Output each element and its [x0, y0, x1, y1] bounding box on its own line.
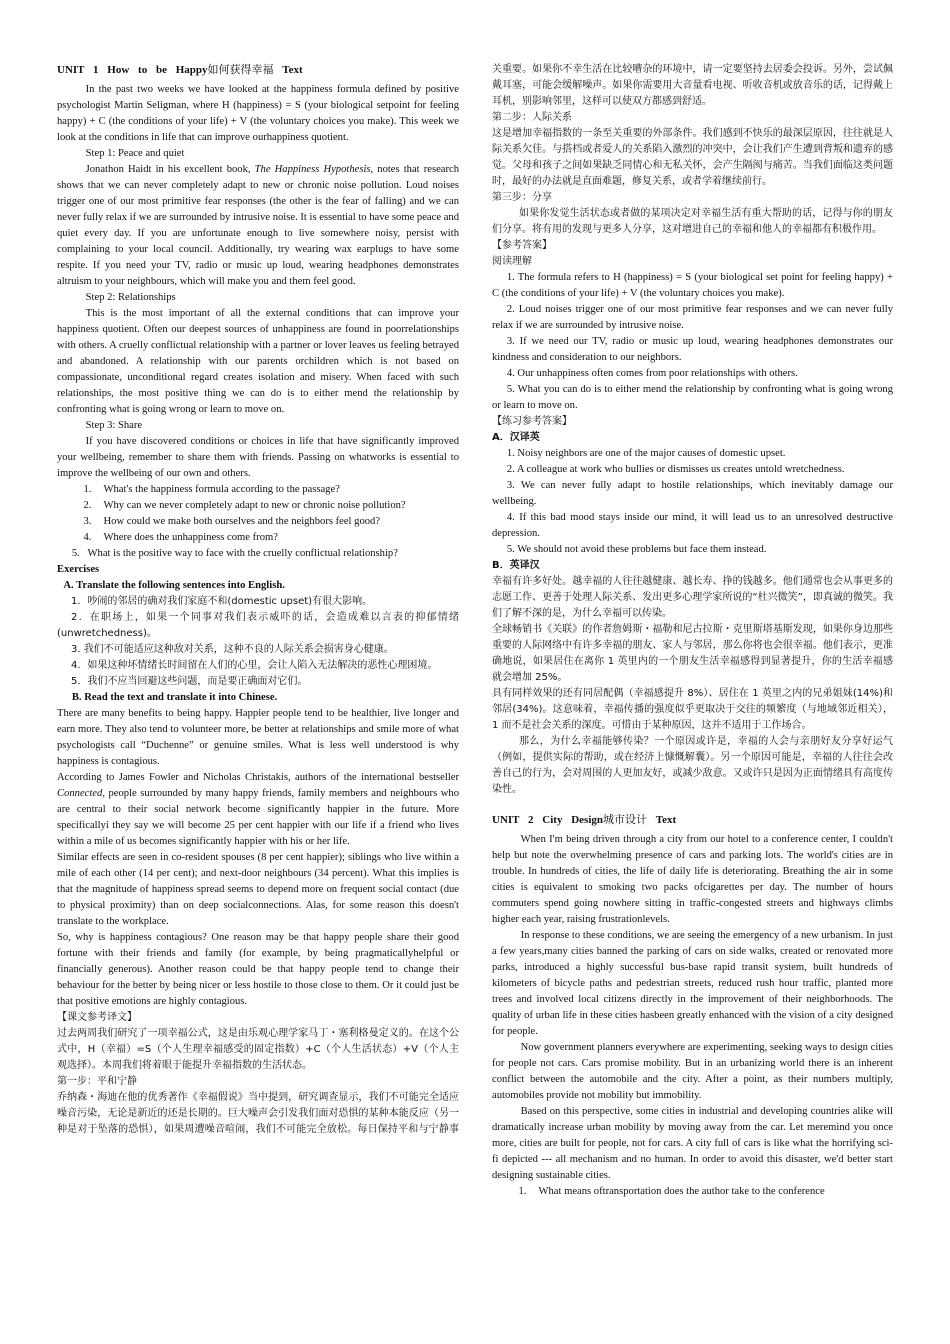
reference-step3-body: 如果你发觉生活状态或者做的某项决定对幸福生活有重大帮助的话，记得与你的朋友们分享。将有用的发现与更多人分享，这对增进自己的幸福和他人的幸福都有积极作用。: [492, 208, 893, 235]
practice-a-item: 4. If this bad mood stays inside our mind, it will lead us to an unresolved destructive depression.: [492, 512, 893, 539]
step1-post: , notes that research shows that we can never completely adapt to new or chronic noise pollution. Loud noises trigger one of our most primitive fear responses (the other is the fear of falling) and we can never fully relax if we are surrounded by intrusive noise. It is essential to have some peace and quiet every day. If you are unfortunate enough to live somewhere noisy, persist with complaining to your local council. Additionally, try wearing wax earplugs to have some respite. If you need your TV, radio or music up loud, wearing headphones demonstrates altruism to your neighbours, which will make you and them feel good.: [57, 164, 459, 287]
exercise-b-p3: Similar effects are seen in co-resident spouses (8 per cent happier); siblings who live within a mile of each other (14 per cent); and next-door neighbours (34 percent). What this implies is that the magnitude of happiness spread seems to depend more on frequent social contact (due to physical proximity) than on deep socialconnections. Alas, for some reason this doesn't translate to the workplace.: [57, 852, 459, 927]
reference-p1: 过去两周我们研究了一项幸福公式，这是由乐观心理学家马丁・塞利格曼定义的。在这个公式中，H（幸福）=S（个人生理幸福感受的固定指数）+C（个人生活状态）+V（个人主观选择）。本周我们将着眼于能提升幸福指数的生活状态。: [57, 1028, 459, 1071]
exercise-a-item: 5．我们不应当回避这些问题，而是要正确面对它们。: [71, 676, 308, 687]
exercise-b-p4: So, why is happiness contagious? One reason may be that happy people share their good fortune with their friends and family (for example, by being pragmaticallyhelpful or financially generous). Another reason could be that happy people tend to change their behaviour for the better by being nicer or less hostile to those close to them. Or it could just be that positive emotions are highly contagious.: [57, 932, 459, 1007]
question-item: [57, 482, 459, 498]
question-item-5: [57, 546, 459, 562]
question-number: 2.: [83, 500, 92, 511]
question-text: What means oftransportation does the author take to the conference: [538, 1186, 825, 1197]
practice-b-p2: 全球畅销书《关联》的作者詹姆斯・福勒和尼古拉斯・克里斯塔基斯发现，如果你身边那些重要的人际网络中有许多幸福的朋友、家人与邻居，那么你将也会很幸福。他们表示，更准确地说，如果居住在离你 1 英里内的一个朋友生活幸福感得到显著提升，你的生活幸福感就会增加 25%。: [492, 624, 893, 683]
practice-a-item: 2. A colleague at work who bullies or dismisses us creates untold wretchedness.: [506, 464, 845, 475]
exercise-b-title: B. Read the text and translate it into Chinese.: [71, 692, 278, 703]
unit1-heading-zh: 如何获得幸福: [207, 64, 274, 76]
practice-b-p1: 幸福有许多好处。越幸福的人往往越健康、越长寿、挣的钱越多。他们通常也会从事更多的志愿工作、更善于处理人际关系、发出更多心理学家所说的“杜兴微笑”，即真诚的微笑。我们了解不深的是，为什么幸福可以传染。: [492, 576, 893, 619]
exercise-a-title: A. Translate the following sentences into English.: [63, 580, 285, 591]
reference-step1-tail: 关重要。如果你不幸生活在比较嘈杂的环境中，请一定要坚持去居委会投诉。另外，尝试佩戴耳塞，可能会缓解噪声。如果你需要用大音量看电视、听收音机或放音乐的话，记得戴上耳机，别影响邻里，这样可以使双方都感到舒适。: [492, 64, 893, 107]
practice-b-p3: 具有同样效果的还有同居配偶（幸福感提升 8%）、居住在 1 英里之内的兄弟姐妹(14%)和邻居(34%)。这意味着，幸福传播的强度似乎更取决于交往的频繁度（与地域邻近相关），1 而不是社会关系的深度。可惜由于某种原因，这并不适用于工作场合。: [492, 688, 893, 731]
practice-b-p4: 那么，为什么幸福能够传染？一个原因或许是，幸福的人会与亲朋好友分享好运气（例如，提供实际的帮助，或在经济上慷慨解囊）。另一个原因可能是，幸福的人往往会改善自己的行为，会对周围的人更加友好，或减少敌意。又或许只是因为正面情绪具有高度传染性。: [492, 736, 893, 795]
exercise-a-item: 4．如果这种坏情绪长时间留在人们的心里，会让人陷入无法解决的恶性心理困境。: [71, 660, 438, 671]
unit2-heading-en: UNIT 2 City Design: [492, 814, 604, 826]
step3-title: Step 3: Share: [85, 420, 143, 431]
reference-step1-title: 第一步：平和宁静: [57, 1076, 137, 1087]
exercise-b-p2-pre: According to James Fowler and Nicholas Christakis, authors of the international bestseller: [57, 772, 459, 783]
answer-item: 2. Loud noises trigger one of our most primitive fear responses and we can never fully relax if we are surrounded by intrusive noise.: [492, 304, 893, 331]
step1-book: The Happiness Hypothesis: [254, 164, 371, 175]
answers-list: [492, 270, 893, 414]
unit1-heading: [57, 62, 459, 78]
exercise-b-p1: There are many benefits to being happy. Happier people tend to be healthier, live longer and earn more. They also tend to volunteer more, be better at relationships and smile more of what psychologists call “Duchenne” or genuine smiles. What is less well understood is why happiness is contagious.: [57, 708, 459, 767]
unit1-heading-en: UNIT 1 How to be Happy: [57, 64, 208, 76]
exercise-b-p2: [57, 770, 459, 850]
unit1-intro: In the past two weeks we have looked at the happiness formula defined by positive psychologist Martin Seligman, where H (happiness) = S (your biological setpoint for feeling happy) + C (the conditions of your life) + V (the voluntary choices you make). This week we look at the conditions in life that can improve ourhappiness quotient.: [57, 84, 459, 143]
step2-title: Step 2: Relationships: [85, 292, 176, 303]
question-item: [57, 498, 459, 514]
question-item: [57, 530, 459, 546]
exercise-a-list: [57, 594, 459, 690]
question-number: 5.: [71, 548, 80, 559]
answers-title: 【参考答案】: [492, 240, 552, 251]
question-text: Where does the unhappiness come from?: [103, 532, 278, 543]
question-item: [57, 514, 459, 530]
reference-continued: [492, 62, 893, 270]
section-gap: [492, 798, 893, 812]
unit2-heading-zh: 城市设计: [603, 814, 648, 826]
question-list: [57, 482, 459, 562]
exercise-b-p2-post: , people surrounded by many happy friends, family members and neighbours who are central to their social network become significantly happier in the future. More specificallyi they say we will become 25 per cent happier with our life if a friend who lives within a mile of us becomes significantly happier with his or her life.: [57, 788, 459, 847]
answers-subtitle: 阅读理解: [492, 256, 532, 267]
exercise-a-item: 3. 我们不可能适应这种敌对关系，这种不良的人际关系会损害身心健康。: [71, 644, 394, 655]
exercise-b-p2-book: Connected: [57, 788, 103, 799]
unit2-p4: Based on this perspective, some cities in industrial and developing countries alike will dramatically increase urban mobility by moving away from the car. Let meremind you once more, cities are built for people, not for cars. A city full of cars is like what the horrifying sci-fi depicted --- all mechanism and no human. In order to avoid this disaster, we'd better start designing sustainable cities.: [492, 1106, 893, 1181]
unit2-p1: When I'm being driven through a city from our hotel to a conference center, I couldn't help but note the overwhelming presence of cars and parking lots. The world's cities are in trouble. In hundreds of cities, the life of daily life is deteriorating. Breathing the air in some cities is equivalent to smoking two packs ofcigarettes per day. The number of hours commuters spend going nowhere sitting in traffic-congested streets and highways climbs higher each year, raising frustrationlevels.: [492, 834, 893, 925]
reference-translation: [57, 1010, 459, 1138]
answer-item: 3. If we need our TV, radio or music up loud, wearing headphones demonstrates our kindness and consideration to our neighbors.: [492, 336, 893, 363]
reference-step1-body: 乔纳森・海迪在他的优秀著作《幸福假说》当中提到，研究调查显示，我们不可能完全适应噪音污染，无论是新近的还是长期的。巨大噪声会引发我们面对恐惧的某种本能反应（另一种是对于坠落的恐惧），如果周遭噪音喧闹，我们不可能完全放松。每日保持平和与宁静事: [57, 1092, 459, 1135]
question-text: What's the happiness formula according to the passage?: [103, 484, 340, 495]
exercises-title: Exercises: [57, 564, 100, 575]
answer-item: 1. The formula refers to H (happiness) = S (your biological set point for feeling happy) + C (the conditions of your life) + V (the voluntary choices you make).: [492, 272, 893, 299]
answer-item: 4. Our unhappiness often comes from poor relationships with others.: [506, 368, 798, 379]
step1-pre: Jonathon Haidt in his excellent book,: [85, 164, 255, 175]
question-number: 3.: [83, 516, 92, 527]
answer-item: 5. What you can do is to either mend the relationship by confronting what is going wrong or learn to move on.: [492, 384, 893, 411]
practice-a-item: 5. We should not avoid these problems but face them instead.: [506, 544, 767, 555]
step2-body: This is the most important of all the external conditions that can improve your happiness quotient. Often our deepest sources of unhappiness are found in poorrelationships with others. A cruelly conflictual relationship with a partner or lover leaves us feeling betrayed and abandoned. A relationship with our parents orchildren which is not based on compassionate, unconditional regard creates isolation and misery. When faced with such relationships, the most positive thing we can do is to either mend the relationship by confronting what is going wrong or learn to move on.: [57, 308, 459, 415]
reference-step3-title: 第三步：分享: [492, 192, 552, 203]
exercise-a-item: 2．在职场上，如果一个同事对我们表示威吓的话，会造成难以言表的抑郁情绪(unwretchedness)。: [57, 612, 459, 639]
unit2-heading-tail: Text: [655, 814, 677, 826]
question-number: 1.: [518, 1186, 527, 1197]
practice-a-title: A．汉译英: [492, 432, 540, 443]
right-column: [492, 62, 893, 1200]
question-text: What is the positive way to face with the cruelly conflictual relationship?: [87, 548, 398, 559]
reference-step2-title: 第二步：人际关系: [492, 112, 572, 123]
practice-a-list: [492, 446, 893, 558]
exercise-a-item: 1．吵闹的邻居的确对我们家庭不和(domestic upset)有很大影响。: [71, 596, 373, 607]
practice-b: [492, 558, 893, 798]
left-column: [57, 62, 459, 1138]
step1-title: Step 1: Peace and quiet: [85, 148, 185, 159]
unit2-question-1: [492, 1184, 893, 1200]
practice-title: 【练习参考答案】: [492, 416, 572, 427]
question-number: 4.: [83, 532, 92, 543]
unit1-heading-tail: Text: [282, 64, 303, 76]
unit2-heading: [492, 812, 893, 828]
reference-title: 【课文参考译文】: [57, 1012, 137, 1023]
reference-step1-continued: [492, 62, 893, 110]
question-text: Why can we never completely adapt to new or chronic noise pollution?: [103, 500, 406, 511]
unit2-p3: Now government planners everywhere are experimenting, seeking ways to design cities for people not cars. Cars promise mobility. But in an urbanizing world there is an inherent conflict between the automobile and the city. After a point, as their numbers multiply, automobiles provide not mobility but immobility.: [492, 1042, 893, 1101]
practice-b-title: B．英译汉: [492, 560, 540, 571]
practice-a-item: 1. Noisy neighbors are one of the major causes of domestic upset.: [506, 448, 786, 459]
practice-a-item: 3. We can never fully adapt to hostile relationships, which inevitably damage our wellbeing.: [492, 480, 893, 507]
step1-body: [57, 162, 459, 290]
unit2-p2: In response to these conditions, we are seeing the emergency of a new urbanism. In just a few years,many cities banned the parking of cars on side walks, created or renovated more parks, introduced a highly successful bus-base rapid transit system, built hundreds of kilometers of bicycle paths and pedestrian streets, reduced rush hour traffic, planted more trees and involved local citizens directly in the improvement of their neighborhoods. The quality of urban life in these cities hasbeen greatly enhanced with the vision of a city designed for people.: [492, 930, 893, 1037]
question-text: How could we make both ourselves and the neighbors feel good?: [103, 516, 381, 527]
step3-body: If you have discovered conditions or choices in life that have significantly improved your wellbeing, remember to share them with friends. Passing on whatworks is essential to improve the wellbeing of our own and others.: [57, 436, 459, 479]
question-number: 1.: [83, 484, 92, 495]
reference-step2-body: 这是增加幸福指数的一条至关重要的外部条件。我们感到不快乐的最深层原因，往往就是人际关系欠佳。与搭档或者爱人的关系陷入激烈的冲突中，会让我们产生遭到背叛和遗弃的感觉。父母和孩子之间如果缺乏同情心和无私关怀，会产生隔阂与痛苦。当我们面临这类问题时，最好的办法就是直面难题，修复关系，或者学着继续前行。: [492, 128, 893, 187]
